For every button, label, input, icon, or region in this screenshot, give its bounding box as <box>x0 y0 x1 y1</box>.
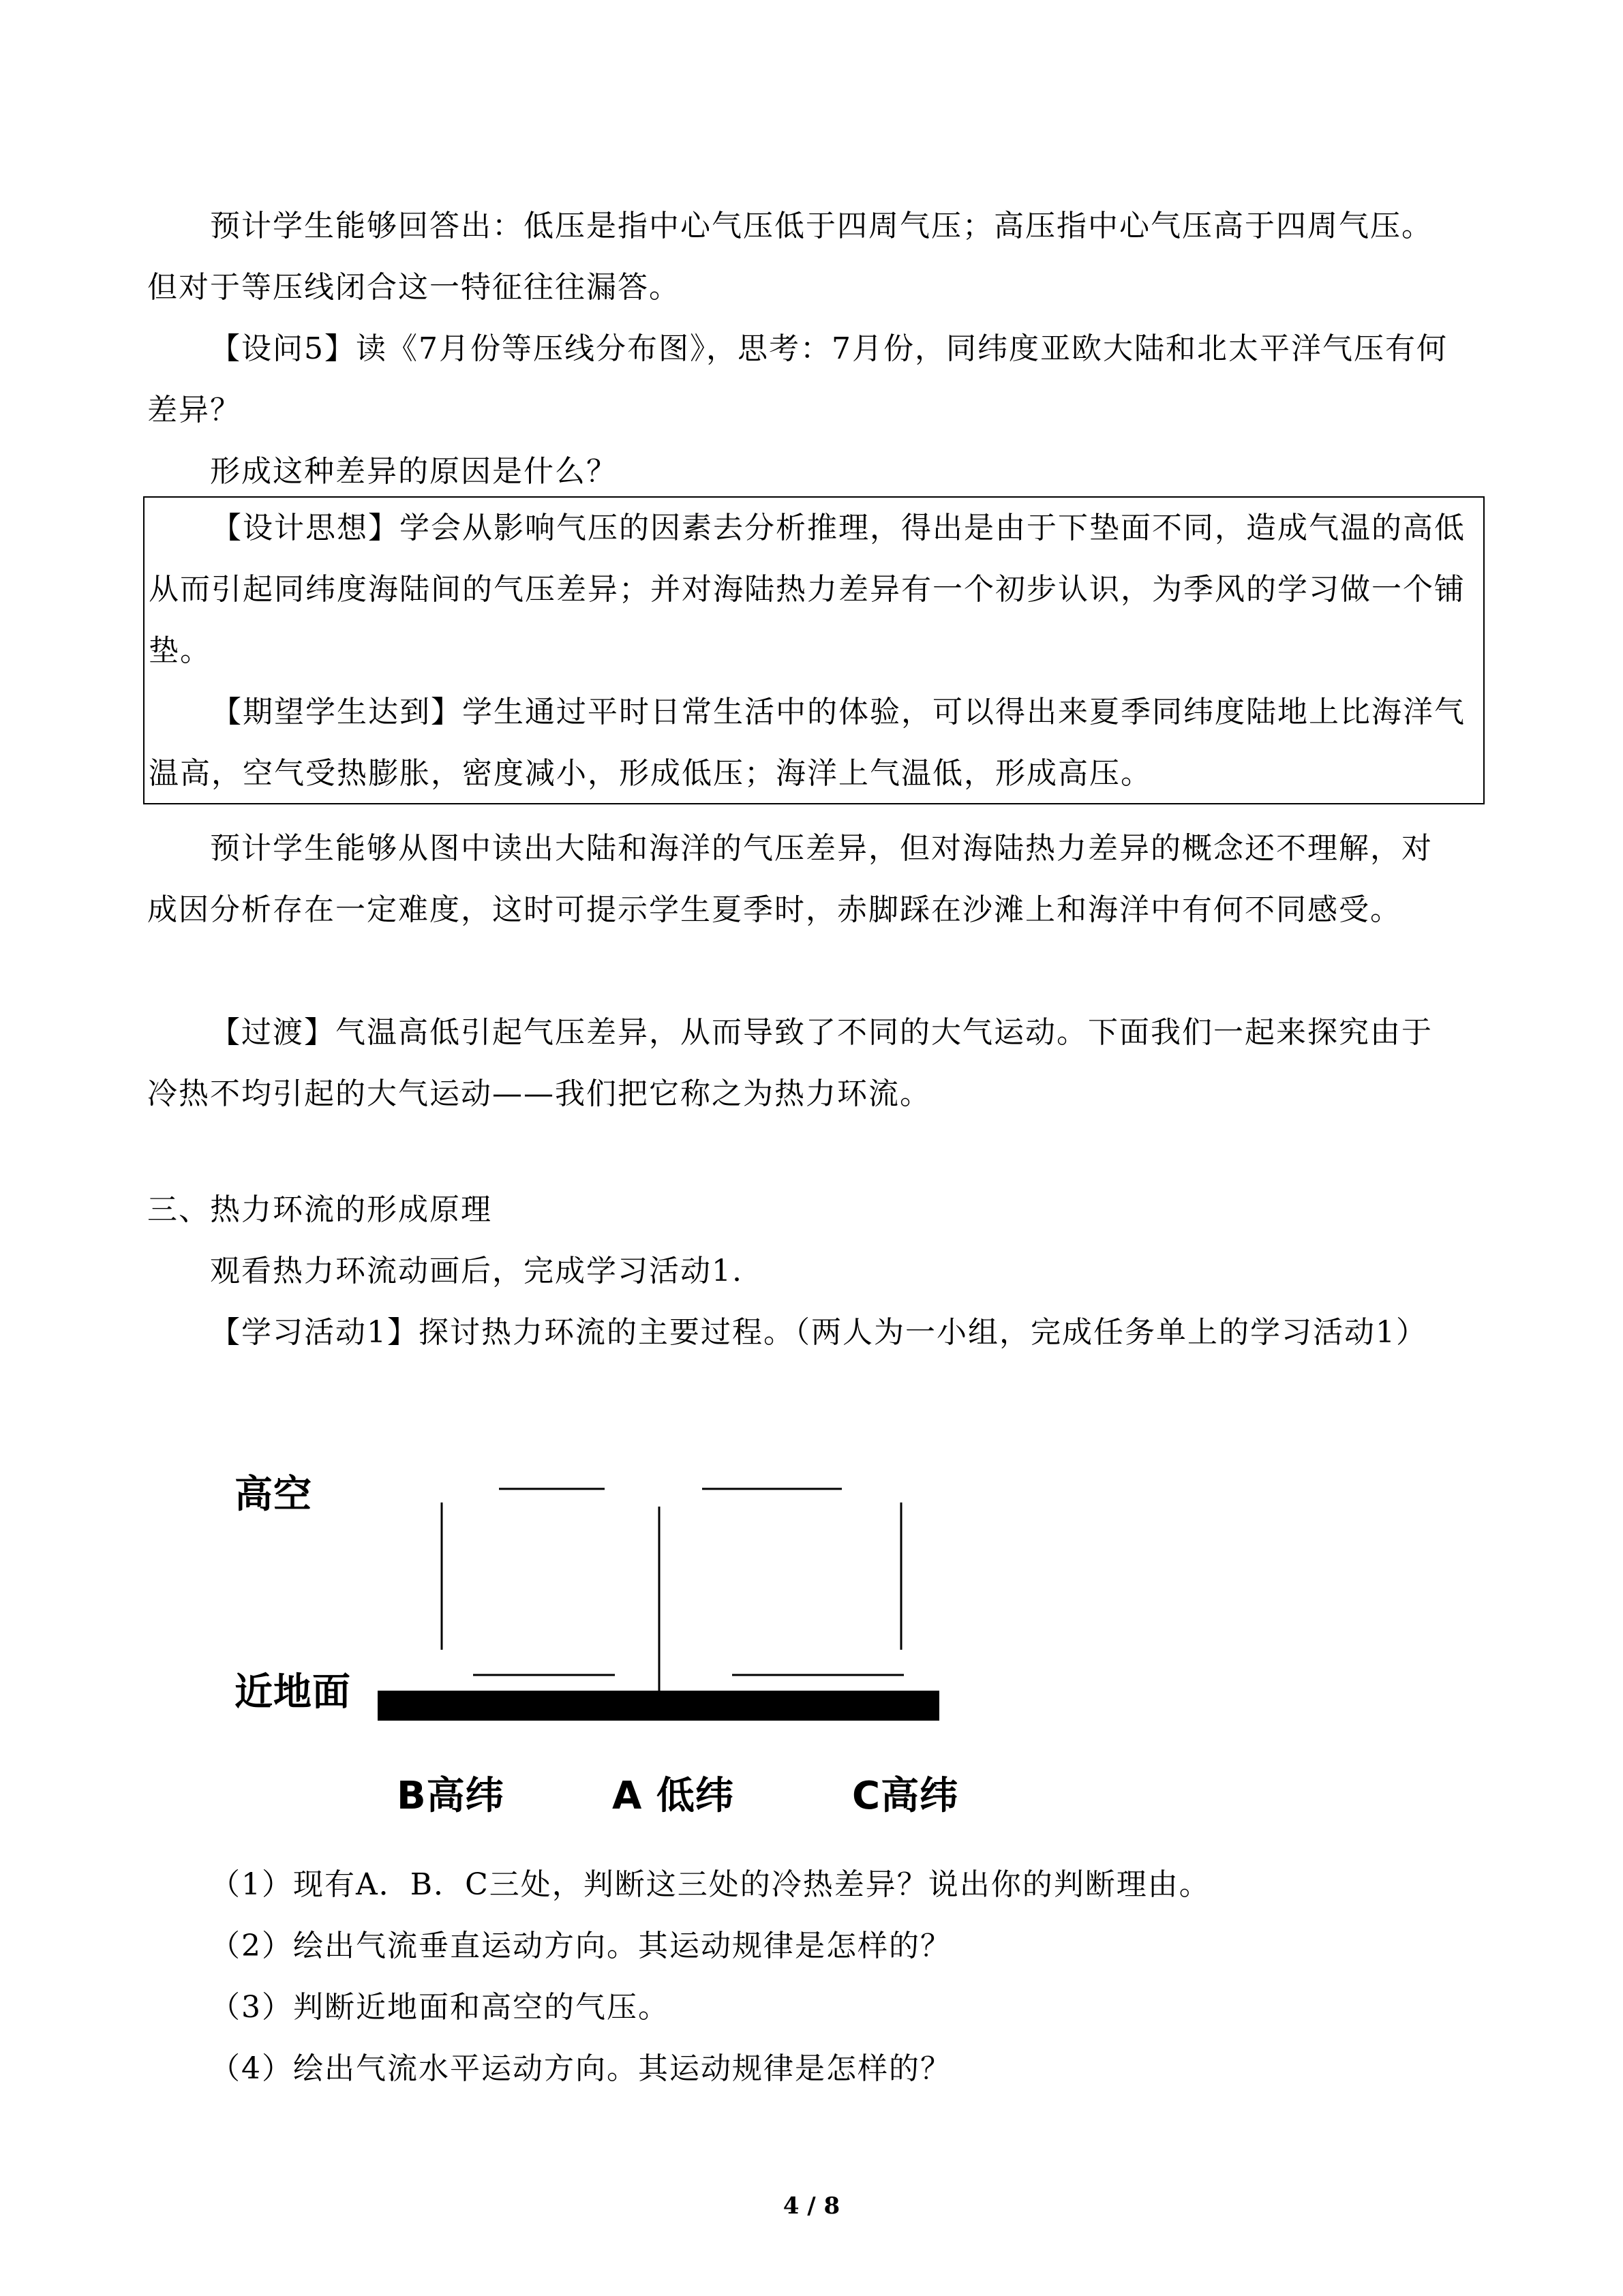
question-4: （4）绘出气流水平运动方向。其运动规律是怎样的？ <box>210 2051 952 2086</box>
paragraph-activity-1: 【学习活动1】探讨热力环流的主要过程。（两人为一小组，完成任务单上的学习活动1） <box>210 1315 1427 1350</box>
design-thinking-box <box>143 496 1485 804</box>
label-a-low-latitude: A 低纬 <box>612 1774 734 1818</box>
label-b-high-latitude: B高纬 <box>397 1774 504 1818</box>
ground-surface <box>378 1691 939 1721</box>
paragraph-design-thinking: 【设计思想】学会从影响气压的因素去分析推理，得出是由于下垫面不同，造成气温的高低从而引起同纬度海陆间的气压差异；并对海陆热力差异有一个初步认识，为季风的学习做一个铺垫。 <box>149 511 1466 668</box>
question-3: （3）判断近地面和高空的气压。 <box>210 1990 669 2025</box>
label-high-altitude: 高空 <box>234 1472 312 1517</box>
question-2: （2）绘出气流垂直运动方向。其运动规律是怎样的？ <box>210 1929 952 1963</box>
label-near-ground: 近地面 <box>234 1670 351 1715</box>
paragraph-transition: 【过渡】气温高低引起气压差异，从而导致了不同的大气运动。下面我们一起来探究由于冷热不均引起的大气运动——我们把它称之为热力环流。 <box>147 1015 1433 1111</box>
paragraph-expected-answer: 预计学生能够回答出：低压是指中心气压低于四周气压；高压指中心气压高于四周气压。但对于等压线闭合这一特征往往漏答。 <box>147 209 1433 305</box>
section-heading-3: 三、热力环流的形成原理 <box>147 1192 492 1227</box>
page-number: 4 / 8 <box>783 2192 840 2220</box>
paragraph-expected-difficulty: 预计学生能够从图中读出大陆和海洋的气压差异，但对海陆热力差异的概念还不理解，对成因分析存在一定难度，这时可提示学生夏季时，赤脚踩在沙滩上和海洋中有何不同感受。 <box>147 831 1433 927</box>
paragraph-watch-animation: 观看热力环流动画后，完成学习活动1. <box>210 1254 743 1288</box>
paragraph-reason-question: 形成这种差异的原因是什么？ <box>210 454 618 489</box>
paragraph-question-5: 【设问5】读《7月份等压线分布图》，思考：7月份，同纬度亚欧大陆和北太平洋气压有何差异？ <box>147 331 1448 427</box>
label-c-high-latitude: C高纬 <box>852 1774 959 1818</box>
question-1: （1）现有A．B．C三处，判断这三处的冷热差异？说出你的判断理由。 <box>210 1867 1211 1902</box>
paragraph-expected-outcome: 【期望学生达到】学生通过平时日常生活中的体验，可以得出来夏季同纬度陆地上比海洋气温高，空气受热膨胀，密度减小，形成低压；海洋上气温低，形成高压。 <box>149 695 1466 791</box>
thermal-circulation-diagram <box>225 1445 1009 1827</box>
